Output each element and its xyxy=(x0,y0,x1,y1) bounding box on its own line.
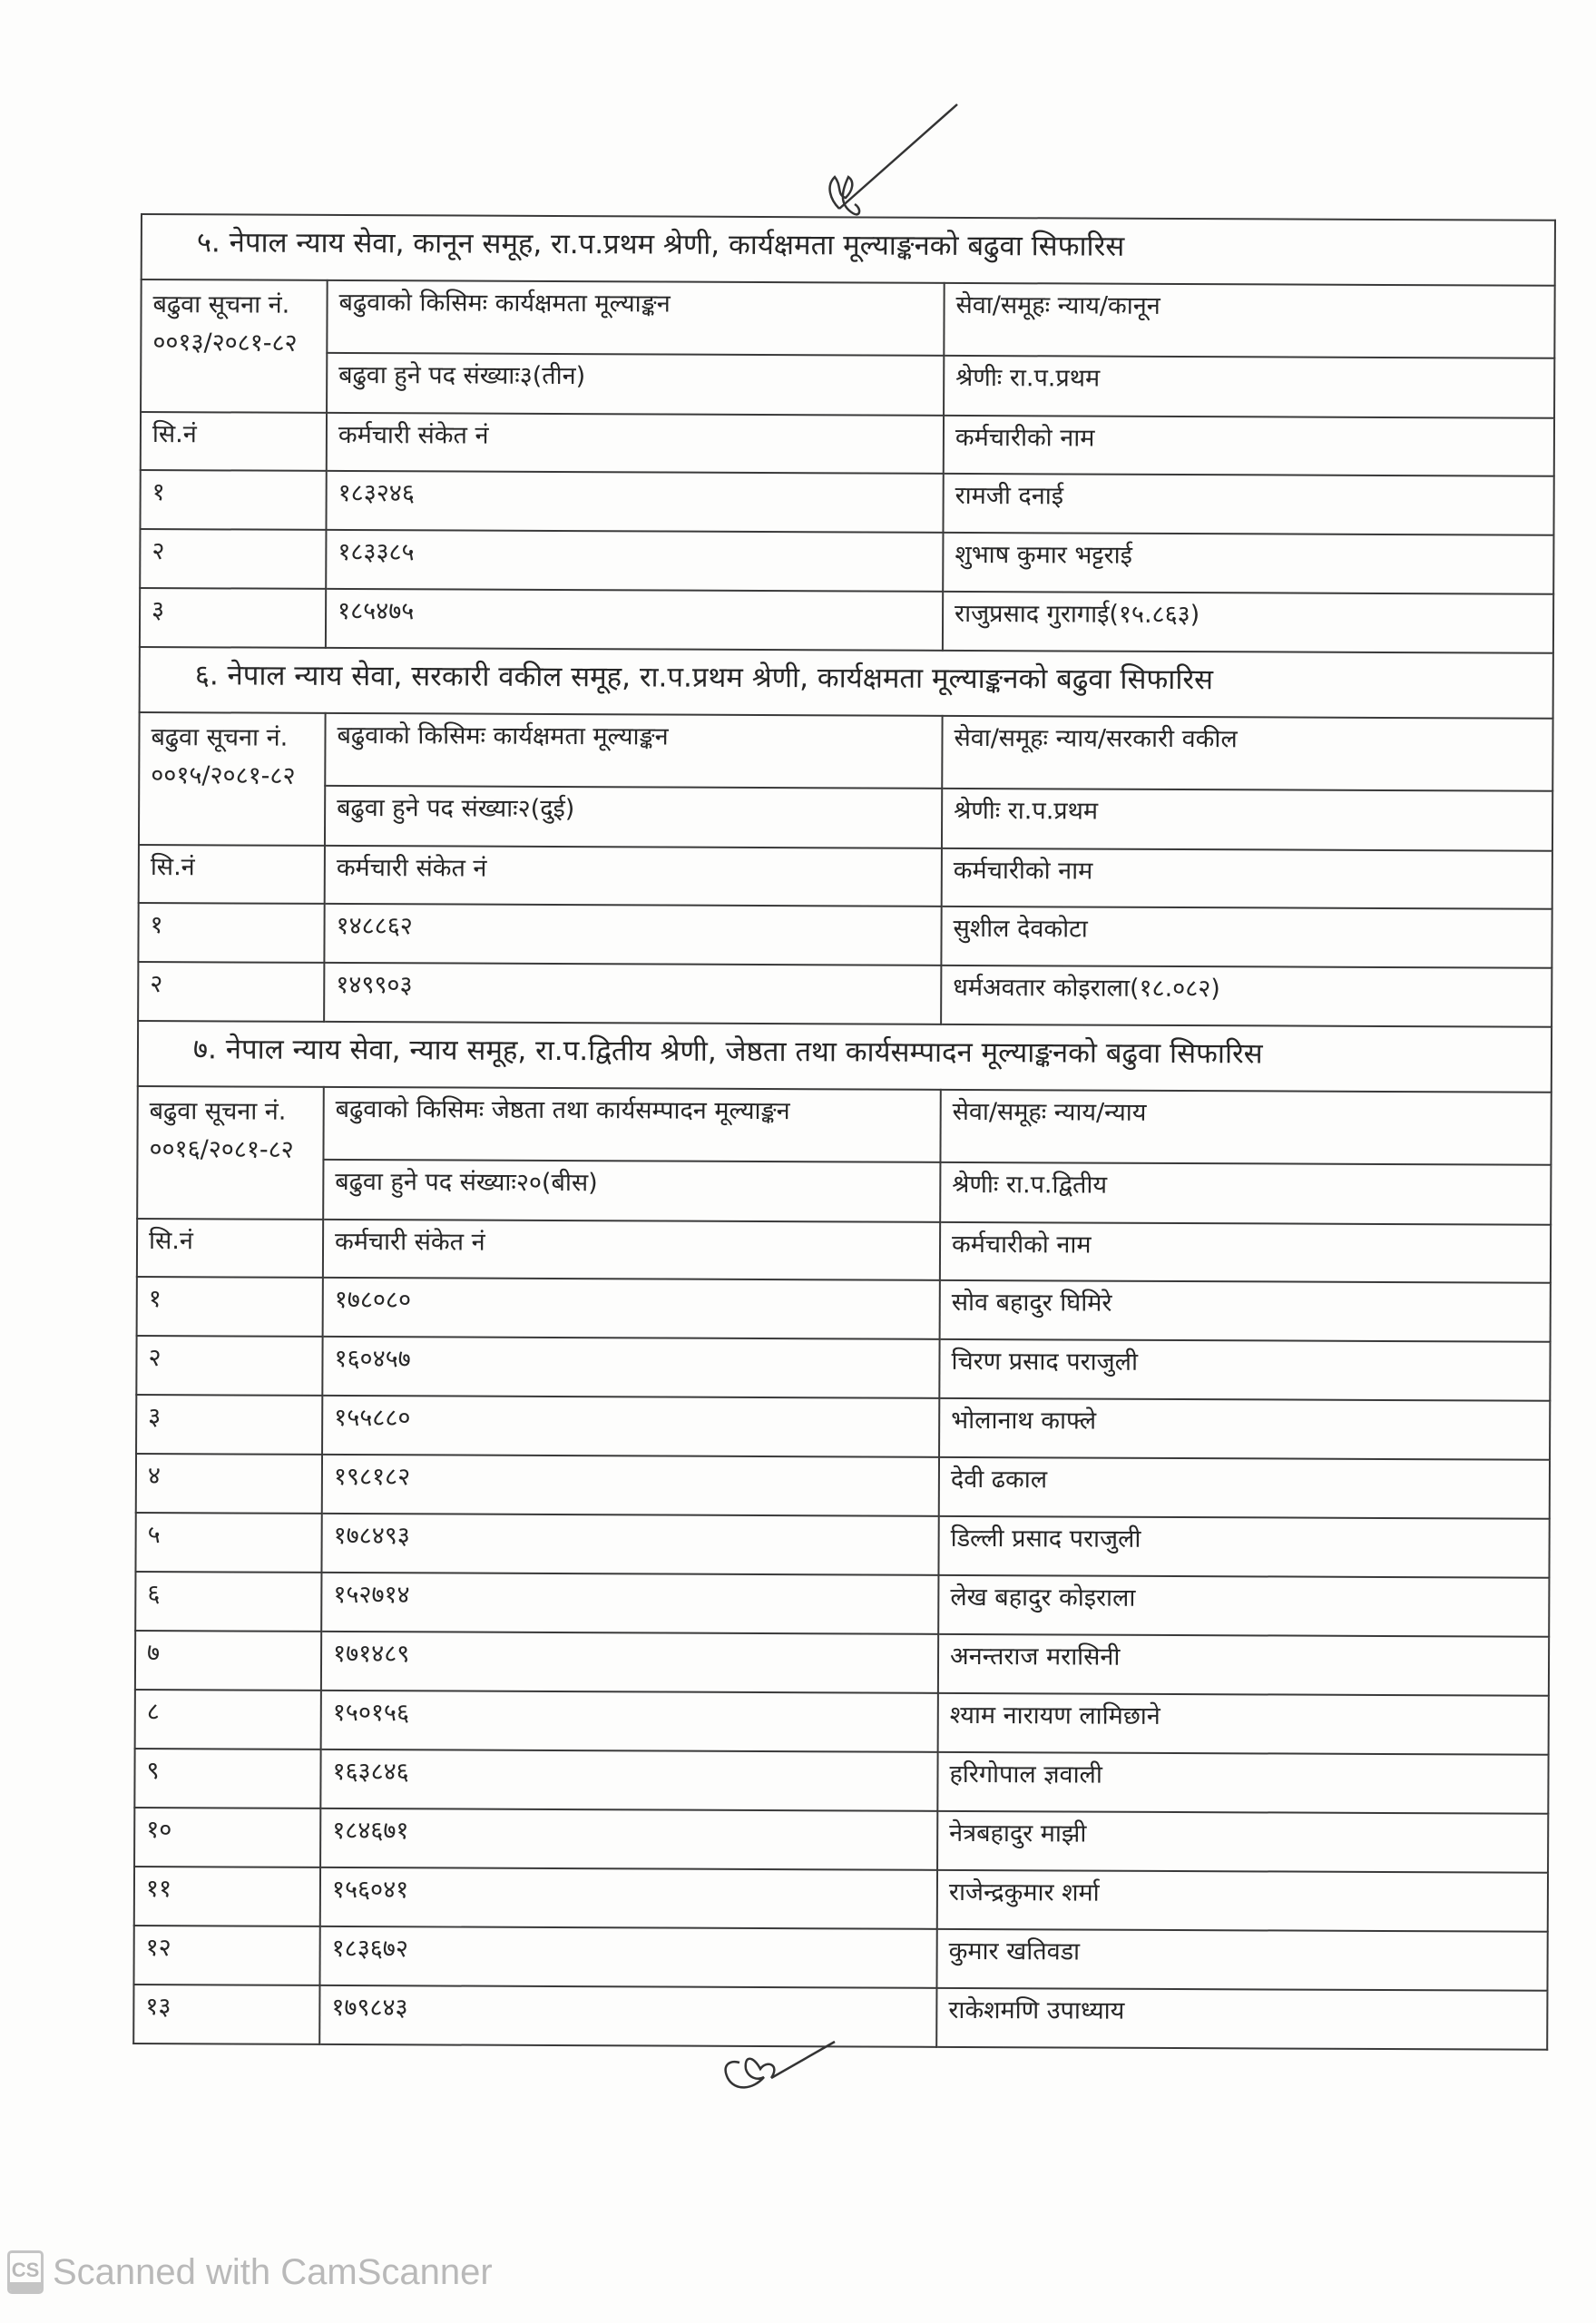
section-title-row xyxy=(142,214,1555,286)
serial-number: २ xyxy=(138,962,324,1022)
section-title: ७. नेपाल न्याय सेवा, न्याय समूह, रा.प.द्वितीय श्रेणी, जेष्ठता तथा कार्यसम्पादन मूल्याङ्कनको बढुवा सिफारिस xyxy=(138,1021,1552,1093)
signature-top xyxy=(798,100,980,227)
serial-number: ८ xyxy=(135,1690,321,1750)
table-row xyxy=(133,1926,1547,1991)
employee-name: रामजी दनाई xyxy=(943,474,1553,535)
serial-number: १ xyxy=(140,470,326,530)
table-row xyxy=(137,1277,1551,1342)
post-count: बढुवा हुने पद संख्याः२०(बीस) xyxy=(323,1160,940,1222)
employee-code: १५६०४१ xyxy=(320,1867,937,1929)
employee-name: नेत्रबहादुर माझी xyxy=(937,1811,1548,1873)
employee-name: श्याम नारायण लामिछाने xyxy=(938,1693,1549,1755)
table-row xyxy=(135,1513,1549,1578)
serial-number: ५ xyxy=(135,1513,321,1573)
watermark-text: Scanned with CamScanner xyxy=(53,2251,493,2292)
employee-name: भोलानाथ काफ्ले xyxy=(939,1398,1550,1460)
table-row xyxy=(140,588,1553,653)
serial-number: १० xyxy=(134,1808,320,1867)
serial-number: १ xyxy=(138,903,324,963)
employee-code: १८५४७५ xyxy=(326,589,943,651)
section-title: ६. नेपाल न्याय सेवा, सरकारी वकील समूह, रा.प.प्रथम श्रेणी, कार्यक्षमता मूल्याङ्कनको बढुवा सिफारिस xyxy=(140,647,1553,719)
table-row xyxy=(134,1808,1548,1873)
serial-number: ३ xyxy=(136,1395,322,1455)
employee-name-header: कर्मचारीको नाम xyxy=(940,1222,1551,1283)
serial-header: सि.नं xyxy=(139,845,325,904)
employee-name: लेख बहादुर कोइराला xyxy=(938,1575,1549,1637)
employee-name: सुशील देवकोटा xyxy=(941,907,1552,968)
serial-header: सि.नं xyxy=(141,412,327,471)
employee-name: धर्मअवतार कोइराला(१८.०८२) xyxy=(941,965,1552,1027)
serial-number: १३ xyxy=(133,1985,319,2044)
camscanner-logo xyxy=(7,2250,44,2294)
section-info-row xyxy=(139,712,1552,791)
table-row xyxy=(140,529,1553,594)
table-row xyxy=(136,1395,1550,1460)
promotion-recommendation-table xyxy=(132,213,1556,2051)
post-count: बढुवा हुने पद संख्याः२(दुई) xyxy=(325,786,942,848)
section-info-row xyxy=(141,352,1554,418)
table-row xyxy=(138,903,1552,968)
employee-code: १८३६७२ xyxy=(319,1926,936,1988)
employee-code: १७९८४३ xyxy=(319,1985,936,2047)
table-row xyxy=(135,1572,1549,1637)
serial-number: २ xyxy=(136,1336,322,1396)
section-info-row xyxy=(137,1159,1551,1225)
employee-code: १५२७१४ xyxy=(321,1573,938,1634)
employee-name: चिरण प्रसाद पराजुली xyxy=(939,1339,1550,1401)
notice-number: बढुवा सूचना नं. ००१५/२०८१-८२ xyxy=(139,712,326,846)
serial-number: ६ xyxy=(135,1572,321,1632)
employee-name: हरिगोपाल ज्ञवाली xyxy=(937,1752,1548,1814)
table-row xyxy=(138,962,1552,1027)
serial-number: १ xyxy=(137,1277,323,1337)
employee-code: १७१४८९ xyxy=(321,1632,938,1693)
employee-name: शुभाष कुमार भट्टराई xyxy=(943,533,1553,594)
employee-name: सोव बहादुर घिमिरे xyxy=(940,1280,1551,1342)
table-row xyxy=(134,1867,1548,1932)
table-row xyxy=(134,1749,1548,1814)
table-row xyxy=(140,470,1553,535)
employee-name: डिल्ली प्रसाद पराजुली xyxy=(938,1516,1549,1578)
employee-code: १६०४५७ xyxy=(322,1337,939,1398)
post-count: बढुवा हुने पद संख्याः३(तीन) xyxy=(327,353,944,416)
employee-code: १८३३८५ xyxy=(326,530,943,592)
column-header-row xyxy=(141,412,1554,476)
serial-number: १२ xyxy=(133,1926,319,1985)
class-grade: श्रेणीः रा.प.द्वितीय xyxy=(940,1162,1551,1225)
employee-code: १६३८४६ xyxy=(320,1750,937,1811)
class-grade: श्रेणीः रा.प.प्रथम xyxy=(942,789,1552,851)
serial-number: ७ xyxy=(135,1631,321,1691)
employee-code: १८३२४६ xyxy=(326,471,943,533)
employee-code-header: कर्मचारी संकेत नं xyxy=(327,413,944,474)
column-header-row xyxy=(137,1219,1551,1283)
employee-name: राकेशमणि उपाध्याय xyxy=(936,1988,1547,2050)
serial-number: ९ xyxy=(134,1749,320,1808)
service-group: सेवा/समूहः न्याय/न्याय xyxy=(940,1090,1551,1165)
serial-header: सि.नं xyxy=(137,1219,323,1278)
promotion-type: बढुवाको किसिमः जेष्ठता तथा कार्यसम्पादन मूल्याङ्कन xyxy=(323,1087,940,1162)
serial-number: ३ xyxy=(140,588,326,648)
section-title-row xyxy=(140,647,1553,719)
notice-number: बढुवा सूचना नं. ००१३/२०८१-८२ xyxy=(141,279,328,413)
signature-bottom xyxy=(717,2037,853,2128)
employee-code: १७८४९३ xyxy=(321,1514,938,1575)
employee-name: राजुप्रसाद गुरागाई(१५.८६३) xyxy=(943,592,1553,653)
section-title: ५. नेपाल न्याय सेवा, कानून समूह, रा.प.प्रथम श्रेणी, कार्यक्षमता मूल्याङ्कनको बढुवा सिफारिस xyxy=(142,214,1555,286)
employee-name: देवी ढकाल xyxy=(939,1457,1550,1519)
serial-number: २ xyxy=(140,529,326,589)
service-group: सेवा/समूहः न्याय/सरकारी वकील xyxy=(942,716,1552,791)
section-info-row xyxy=(139,785,1552,851)
employee-name: अनन्तराज मरासिनी xyxy=(938,1634,1549,1696)
promotion-type: बढुवाको किसिमः कार्यक्षमता मूल्याङ्कन xyxy=(325,713,942,789)
promotion-type: बढुवाको किसिमः कार्यक्षमता मूल्याङ्कन xyxy=(327,280,944,356)
table-row xyxy=(136,1454,1550,1519)
employee-name: कुमार खतिवडा xyxy=(936,1929,1547,1991)
class-grade: श्रेणीः रा.प.प्रथम xyxy=(944,356,1554,418)
service-group: सेवा/समूहः न्याय/कानून xyxy=(944,283,1554,358)
employee-code-header: कर्मचारी संकेत नं xyxy=(325,846,942,907)
employee-name: राजेन्द्रकुमार शर्मा xyxy=(937,1870,1548,1932)
section-title-row xyxy=(138,1021,1552,1093)
employee-name-header: कर्मचारीको नाम xyxy=(944,416,1554,476)
table-row xyxy=(135,1690,1549,1755)
table-row xyxy=(136,1336,1550,1401)
serial-number: ११ xyxy=(134,1867,320,1926)
employee-code-header: कर्मचारी संकेत नं xyxy=(323,1220,940,1280)
section-info-row xyxy=(137,1086,1551,1165)
camscanner-watermark xyxy=(7,2250,493,2294)
employee-name-header: कर्मचारीको नाम xyxy=(942,848,1552,909)
logo-text: CS xyxy=(11,2259,40,2281)
employee-code: १७८०८० xyxy=(323,1278,940,1339)
table-row xyxy=(135,1631,1549,1696)
section-info-row xyxy=(141,279,1554,358)
employee-code: १९८१८२ xyxy=(322,1455,939,1516)
employee-code: १५०१५६ xyxy=(321,1691,938,1752)
employee-code: १८४६७१ xyxy=(320,1808,937,1870)
employee-code: १४८८६२ xyxy=(324,904,941,965)
employee-code: १४९९०३ xyxy=(324,963,941,1024)
serial-number: ४ xyxy=(136,1454,322,1514)
employee-code: १५५८८० xyxy=(322,1396,939,1457)
notice-number: बढुवा सूचना नं. ००१६/२०८१-८२ xyxy=(137,1086,324,1220)
column-header-row xyxy=(139,845,1552,909)
